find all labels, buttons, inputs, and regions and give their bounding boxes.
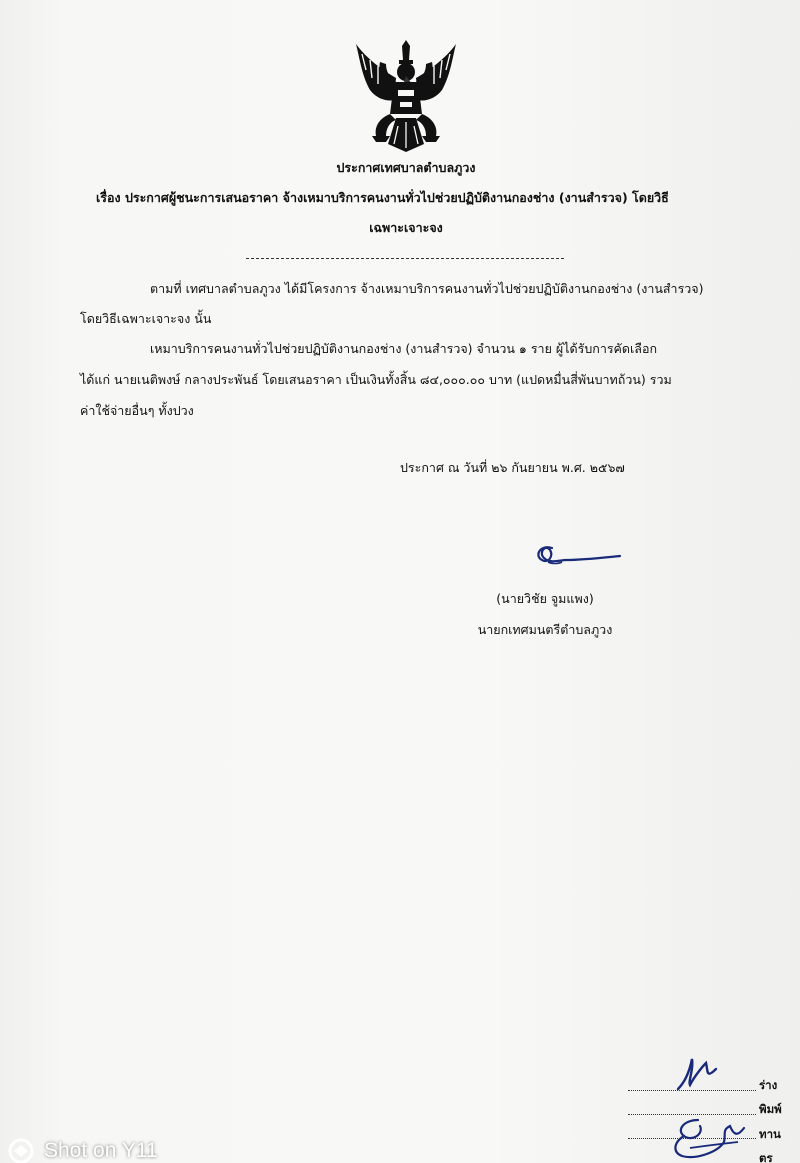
review-initial <box>664 1112 748 1162</box>
role-draft: ร่าง <box>759 1078 778 1092</box>
paragraph-1-line-2: โดยวิธีเฉพาะเจาะจง นั้น <box>80 311 212 326</box>
signer-name: (นายวิชัย จูมแพง) <box>496 591 594 606</box>
signer-position: นายกเทศมนตรีตำบลภูวง <box>477 622 613 637</box>
garuda-emblem <box>352 40 460 152</box>
subject-line-1: เรื่อง ประกาศผู้ชนะการเสนอราคา จ้างเหมาบริการคนงานทั่วไปช่วยปฏิบัติงานกองช่าง (งานสำรวจ) โดยวิธี <box>96 190 669 205</box>
paragraph-2-line-3: ค่าใช้จ่ายอื่นๆ ทั้งปวง <box>80 403 194 418</box>
watermark-text: Shot on Y11 <box>44 1139 158 1162</box>
draft-dotted-line <box>628 1090 756 1091</box>
camera-watermark <box>6 1138 158 1163</box>
print-dotted-line <box>628 1114 756 1115</box>
role-review: ทาน <box>759 1127 781 1141</box>
subject-line-2: เฉพาะเจาะจง <box>369 220 443 235</box>
vivo-camera-icon <box>6 1138 36 1163</box>
paragraph-2-line-2: ได้แก่ นายเนติพงษ์ กลางประพันธ์ โดยเสนอราคา เป็นเงินทั้งสิ้น ๘๔,๐๐๐.๐๐ บาท (แปดหมื่นสี่พันบาทถ้วน) รวม <box>80 372 672 387</box>
separator-line <box>246 258 564 259</box>
review-dotted-line <box>628 1138 756 1139</box>
issuer-title: ประกาศเทศบาลตำบลภูวง <box>336 160 476 175</box>
paragraph-2-line-1: เหมาบริการคนงานทั่วไปช่วยปฏิบัติงานกองช่าง (งานสำรวจ) จำนวน ๑ ราย ผู้ได้รับการคัดเลือก <box>150 341 658 356</box>
paragraph-1-line-1: ตามที่ เทศบาลตำบลภูวง ได้มีโครงการ จ้างเหมาบริการคนงานทั่วไปช่วยปฏิบัติงานกองช่าง (งานสำรวจ) <box>150 281 704 296</box>
announcement-date: ประกาศ ณ วันที่ ๒๖ กันยายน พ.ศ. ๒๕๖๗ <box>400 460 625 475</box>
role-check: ตร <box>759 1151 773 1163</box>
mayor-signature <box>530 538 626 578</box>
draft-initial <box>672 1055 722 1091</box>
role-print: พิมพ์ <box>759 1102 782 1116</box>
